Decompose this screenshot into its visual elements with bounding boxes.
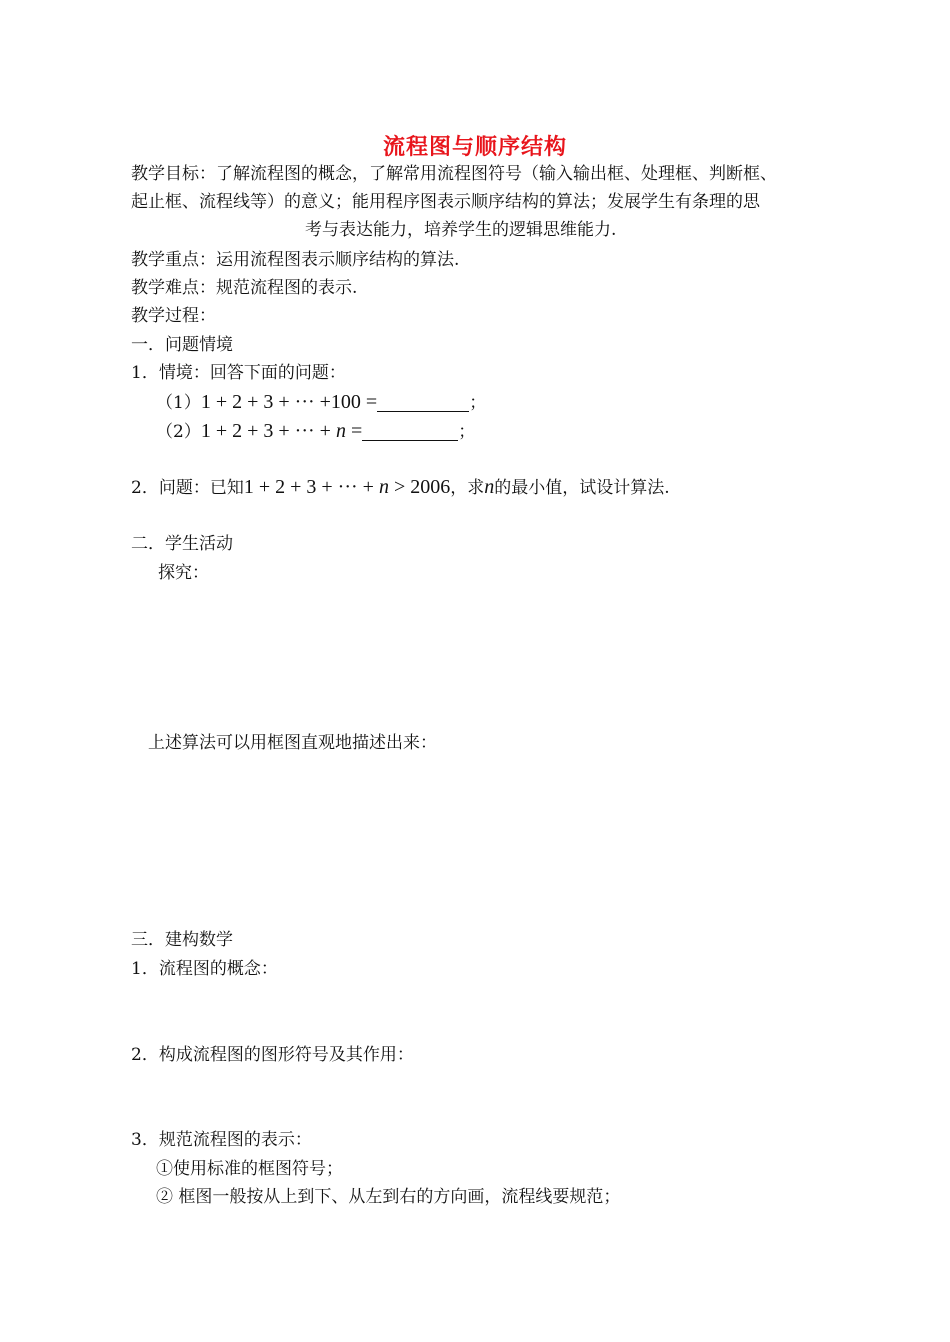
question-1 <box>156 388 486 417</box>
rule-1: ①使用标准的框图符号； <box>156 1159 343 1179</box>
problem-variable-n: n <box>378 476 389 498</box>
section3-heading: 三．建构数学 <box>131 930 233 950</box>
answer-blank-1 <box>377 391 469 412</box>
section1-item1: 1．情境：回答下面的问题： <box>131 363 346 383</box>
question-1-expression: 1 + 2 + 3 + ··· +100 = <box>200 391 378 413</box>
problem-suffix: 的最小值，试设计算法. <box>494 478 670 498</box>
question-2-variable-n: n <box>335 420 346 442</box>
objective-line-1: 教学目标：了解流程图的概念，了解常用流程图符号（输入输出框、处理框、判断框、 <box>131 164 777 184</box>
question-2 <box>156 417 475 446</box>
explore-label: 探究： <box>158 563 209 583</box>
question-2-expression-a: 1 + 2 + 3 + ··· + <box>200 420 336 442</box>
section1-item2 <box>131 473 670 502</box>
question-2-label: （2） <box>156 422 201 442</box>
key-point: 教学重点：运用流程图表示顺序结构的算法. <box>131 250 460 270</box>
flowchart-description: 上述算法可以用框图直观地描述出来： <box>148 733 437 753</box>
section3-item3: 3．规范流程图的表示： <box>131 1130 312 1150</box>
question-2-semicolon: ； <box>458 422 476 442</box>
page-title: 流程图与顺序结构 <box>382 135 567 160</box>
section3-item2: 2．构成流程图的图形符号及其作用： <box>131 1045 414 1065</box>
problem-middle: ，求 <box>450 478 485 498</box>
objective-line-2: 起止框、流程线等）的意义；能用程序图表示顺序结构的算法；发展学生有条理的思 <box>131 192 760 212</box>
section2-heading: 二．学生活动 <box>131 534 233 554</box>
section3-item1: 1．流程图的概念： <box>131 959 278 979</box>
process-label: 教学过程： <box>131 306 216 326</box>
question-1-semicolon: ； <box>469 393 487 413</box>
objective-line-3: 考与表达能力，培养学生的逻辑思维能力. <box>305 220 617 240</box>
question-1-label: （1） <box>156 393 201 413</box>
problem-prefix: 2．问题：已知 <box>131 478 244 498</box>
question-2-expression-b: = <box>345 420 363 442</box>
problem-expression-b: > 2006 <box>388 476 451 498</box>
section1-heading: 一．问题情境 <box>131 335 233 355</box>
problem-expression-a: 1 + 2 + 3 + ··· + <box>243 476 379 498</box>
rule-2: ② 框图一般按从上到下、从左到右的方向画，流程线要规范； <box>156 1187 621 1207</box>
difficulty: 教学难点：规范流程图的表示. <box>131 278 358 298</box>
answer-blank-2 <box>362 420 458 441</box>
problem-variable-n-2: n <box>484 476 495 498</box>
